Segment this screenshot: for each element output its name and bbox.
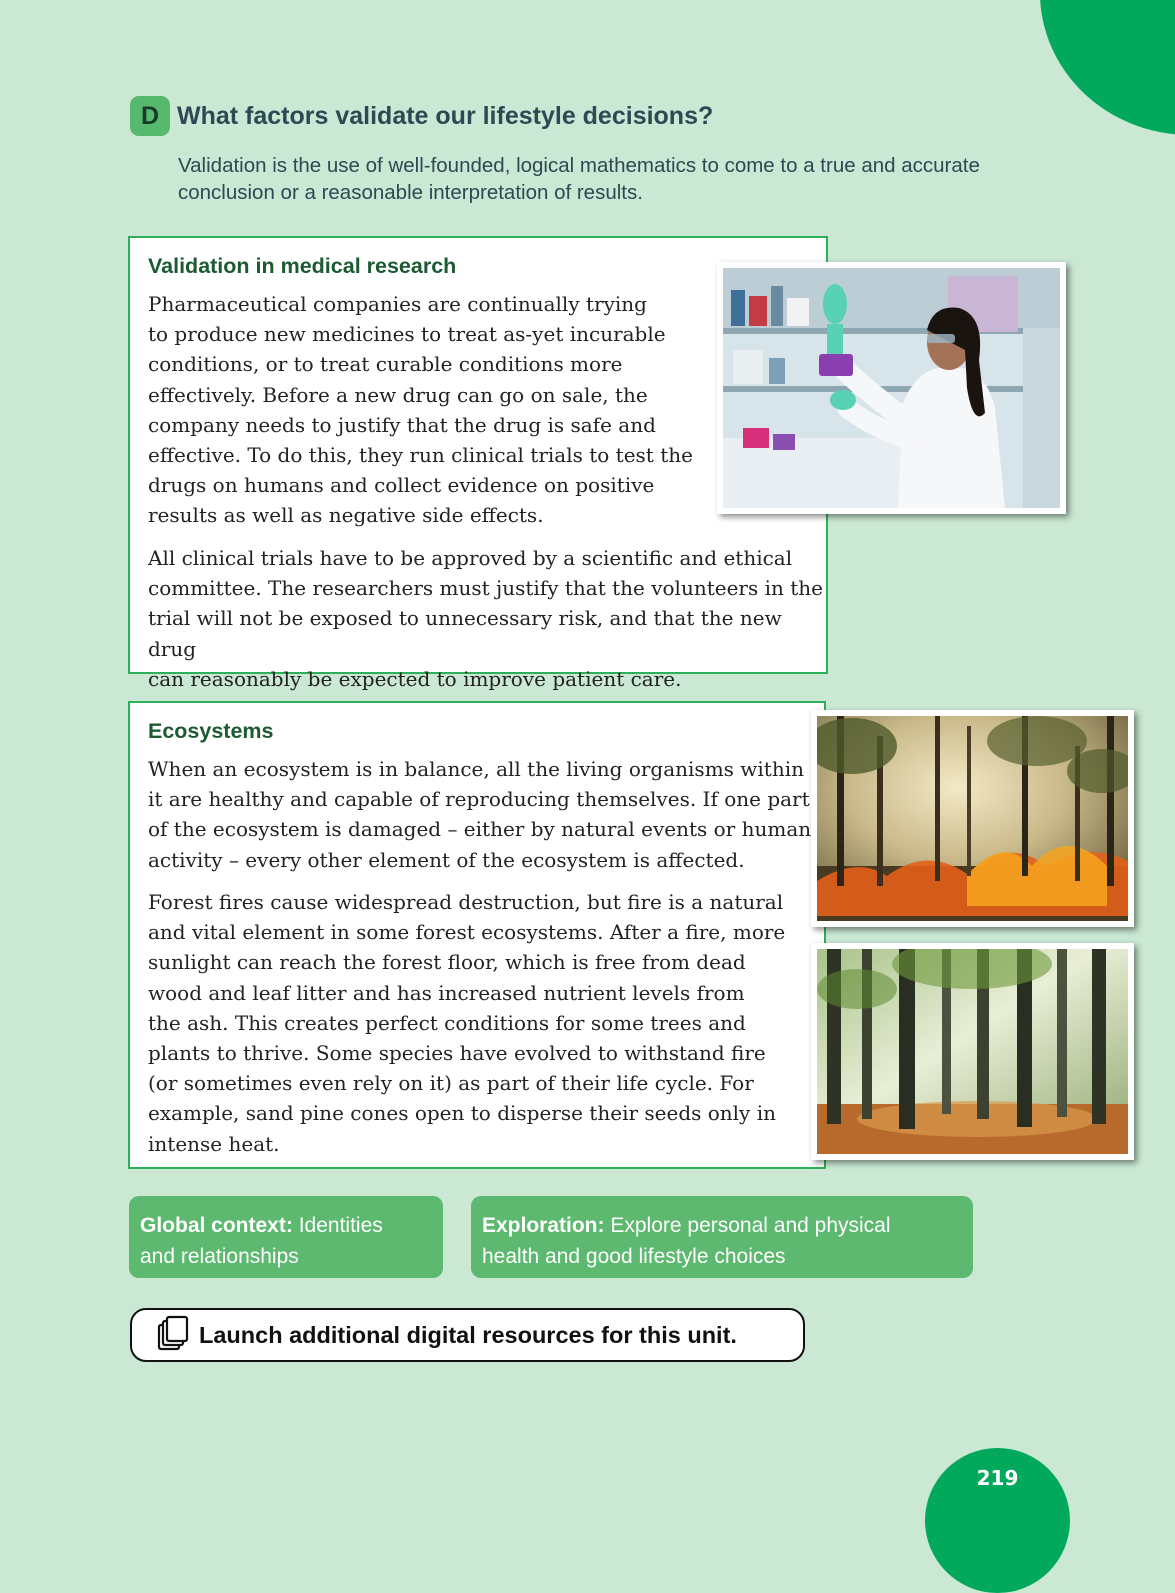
text-line: activity – every other element of the ecosystem is affected.: [148, 847, 745, 872]
medical-paragraph-2: [148, 543, 826, 694]
text-line: and vital element in some forest ecosystems. After a fire, more: [148, 920, 786, 945]
pages-stack-icon: [157, 1315, 189, 1356]
global-context-label: Global context:: [140, 1214, 293, 1237]
exploration-value-line2: health and good lifestyle choices: [482, 1245, 786, 1268]
text-line: to produce new medicines to treat as-yet incurable: [148, 322, 666, 347]
medical-paragraph-1: [148, 289, 693, 531]
exploration-tag: [471, 1196, 973, 1278]
exploration-label: Exploration:: [482, 1214, 605, 1237]
text-line: conditions, or to treat curable conditions more: [148, 352, 623, 377]
text-line: trial will not be exposed to unnecessary risk, and that the new drug: [148, 606, 782, 661]
corner-decoration: [1040, 0, 1175, 135]
sunlit-forest-photo: [811, 943, 1134, 1160]
text-line: of the ecosystem is damaged – either by natural events or human: [148, 817, 812, 842]
global-context-value-line2: and relationships: [140, 1245, 299, 1268]
forest-fire-photo: [811, 710, 1134, 927]
text-line: Pharmaceutical companies are continually trying: [148, 292, 647, 316]
page-number: 219: [976, 1466, 1019, 1490]
text-line: sunlight can reach the forest floor, which is free from dead: [148, 950, 746, 975]
launch-digital-resources-button[interactable]: [130, 1308, 805, 1362]
section-letter-badge: D: [130, 96, 170, 136]
text-line: Forest fires cause widespread destruction, but fire is a natural: [148, 890, 784, 914]
intro-text: Validation is the use of well-founded, logical mathematics to come to a true and accurate conclusion or a reasonable interpretation of results.: [178, 154, 980, 204]
text-line: All clinical trials have to be approved by a scientific and ethical: [148, 546, 793, 570]
text-line: wood and leaf litter and has increased nutrient levels from: [148, 980, 745, 1005]
text-line: company needs to justify that the drug is safe and: [148, 412, 656, 437]
text-line: it are healthy and capable of reproducing themselves. If one part: [148, 787, 810, 812]
section-title: What factors validate our lifestyle decisions?: [177, 102, 714, 130]
ecosystems-paragraph-1: [148, 754, 811, 875]
text-line: effectively. Before a new drug can go on sale, the: [148, 382, 648, 407]
global-context-tag: [129, 1196, 443, 1278]
text-line: the ash. This creates perfect conditions for some trees and: [148, 1010, 746, 1035]
ecosystems-heading: Ecosystems: [148, 719, 274, 743]
lab-scientist-photo: [717, 262, 1066, 514]
ecosystems-box: [128, 701, 826, 1169]
launch-text: Launch additional digital resources for this unit.: [199, 1321, 737, 1348]
exploration-value: Explore personal and physical: [610, 1214, 891, 1237]
text-line: drugs on humans and collect evidence on positive: [148, 473, 655, 498]
text-line: effective. To do this, they run clinical trials to test the: [148, 443, 693, 468]
text-line: can reasonably be expected to improve patient care.: [148, 666, 682, 691]
text-line: results as well as negative side effects.: [148, 503, 544, 528]
global-context-value: Identities: [298, 1214, 383, 1237]
text-line: committee. The researchers must justify that the volunteers in the: [148, 576, 823, 601]
text-line: example, sand pine cones open to disperse their seeds only in: [148, 1101, 776, 1126]
text-line: plants to thrive. Some species have evolved to withstand fire: [148, 1041, 766, 1066]
text-line: intense heat.: [148, 1131, 280, 1156]
medical-research-heading: Validation in medical research: [148, 254, 457, 278]
text-line: (or sometimes even rely on it) as part of their life cycle. For: [148, 1071, 754, 1096]
ecosystems-paragraph-2: [148, 887, 785, 1159]
text-line: When an ecosystem is in balance, all the living organisms within: [148, 757, 804, 781]
